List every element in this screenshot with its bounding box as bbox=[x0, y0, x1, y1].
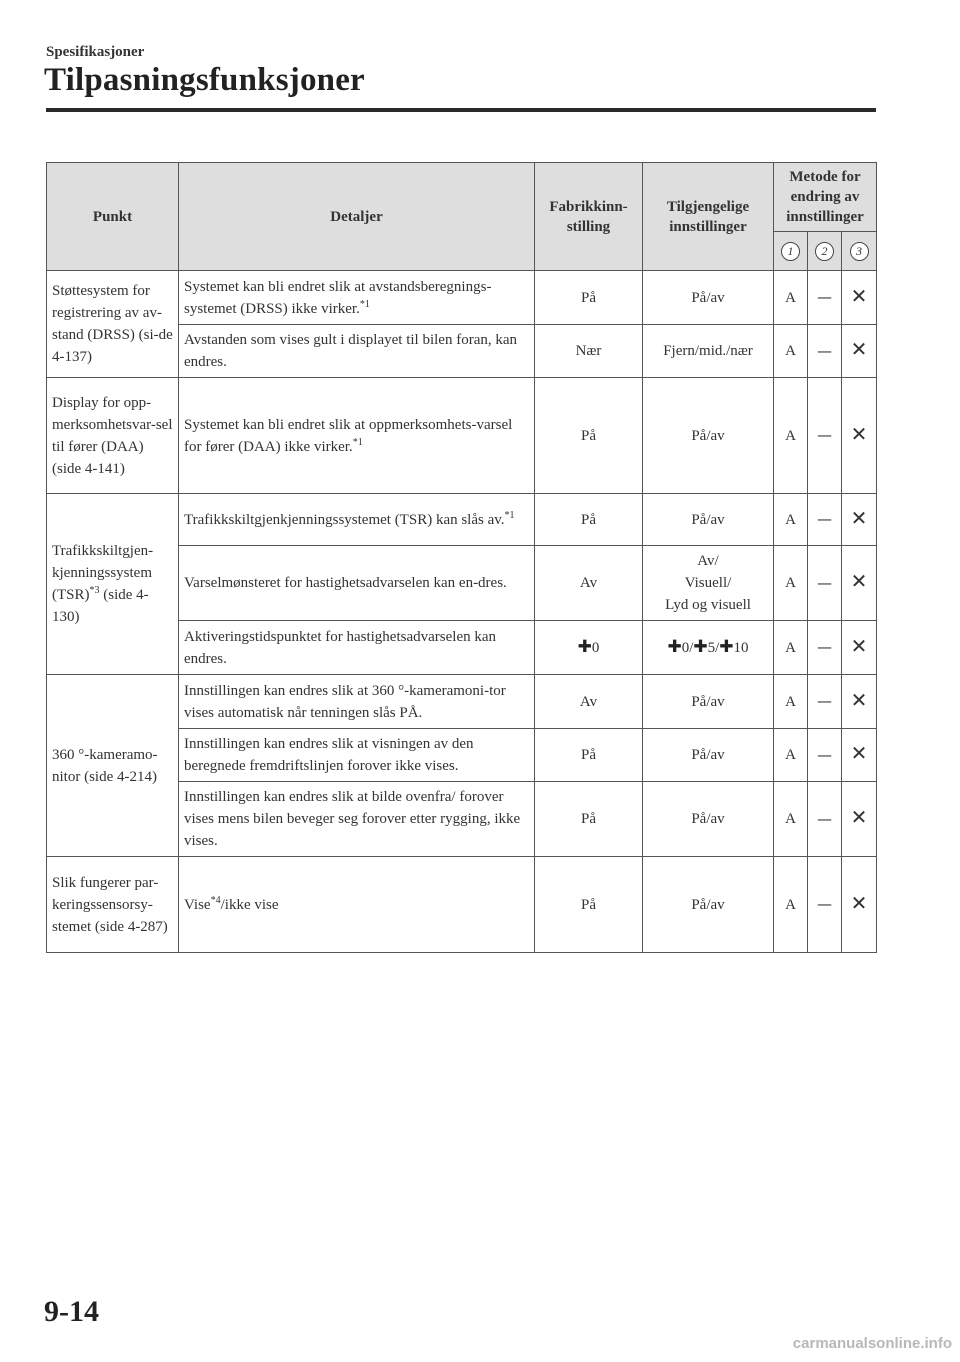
header-available-settings: Tilgjengelige innstillinger bbox=[643, 163, 774, 271]
cross-icon: ✕ bbox=[850, 890, 868, 915]
method-1-cell: A bbox=[774, 857, 808, 953]
dash-mark: — bbox=[817, 341, 832, 360]
method-3-cell bbox=[842, 271, 877, 325]
detail-cell: Aktiveringstidspunktet for hastighetsadvarselen kan endres. bbox=[179, 621, 535, 675]
method-1-cell: A bbox=[774, 546, 808, 621]
factory-cell: På bbox=[535, 729, 643, 782]
dash-mark: — bbox=[817, 809, 832, 828]
cross-icon: ✕ bbox=[850, 741, 868, 765]
method-2-cell bbox=[808, 675, 842, 729]
available-cell: På/av bbox=[643, 782, 774, 857]
detail-cell: Trafikkskiltgjenkjenningssystemet (TSR) kan slås av.$^{*1}$ bbox=[179, 494, 535, 546]
header-method-2 bbox=[808, 232, 842, 271]
factory-cell: ✚0 bbox=[535, 621, 643, 675]
item-parking-sensor: Slik fungerer par-keringssensorsy-stemet (side 4-287) bbox=[47, 857, 179, 953]
method-3-cell bbox=[842, 675, 877, 729]
method-2-cell bbox=[808, 325, 842, 378]
plus-icon: ✚ bbox=[719, 637, 734, 657]
factory-cell: På bbox=[535, 494, 643, 546]
watermark: carmanualsonline.info bbox=[792, 1335, 952, 1352]
dash-mark: — bbox=[817, 426, 832, 444]
factory-cell: På bbox=[535, 271, 643, 325]
factory-cell: På bbox=[535, 857, 643, 953]
footnote-ref: *1 bbox=[359, 298, 370, 310]
page-title: Tilpasningsfunksjoner bbox=[44, 62, 365, 98]
circled-number-2: 2 bbox=[815, 242, 834, 261]
factory-cell: Nær bbox=[535, 325, 643, 378]
dash-mark: — bbox=[817, 510, 832, 528]
method-1-cell: A bbox=[774, 494, 808, 546]
method-3-cell bbox=[842, 494, 877, 546]
cross-icon: ✕ bbox=[850, 569, 868, 593]
cross-icon: ✕ bbox=[850, 283, 868, 308]
method-1-cell: A bbox=[774, 325, 808, 378]
plus-icon: ✚ bbox=[693, 637, 708, 657]
method-1-cell: A bbox=[774, 729, 808, 782]
method-2-cell bbox=[808, 857, 842, 953]
circled-number-3: 3 bbox=[850, 242, 869, 261]
method-3-cell bbox=[842, 325, 877, 378]
item-daa: Display for opp-merksomhetsvar-sel til fører (DAA) (side 4-141) bbox=[47, 378, 179, 494]
header-method-1 bbox=[774, 232, 808, 271]
table-row bbox=[47, 378, 877, 494]
dash-mark: — bbox=[817, 288, 832, 306]
item-drss: Støttesystem for registrering av av-stand (DRSS) (si-de 4-137) bbox=[47, 271, 179, 378]
method-1-cell: A bbox=[774, 621, 808, 675]
footnote-ref: *1 bbox=[504, 509, 515, 521]
method-2-cell bbox=[808, 271, 842, 325]
method-3-cell bbox=[842, 857, 877, 953]
footnote-ref: *3 bbox=[89, 585, 100, 596]
dash-mark: — bbox=[817, 638, 832, 656]
detail-cell: Innstillingen kan endres slik at 360 °-kameramoni-tor vises automatisk når tenningen slås PÅ. bbox=[179, 675, 535, 729]
factory-cell: Av bbox=[535, 675, 643, 729]
available-cell: Fjern/mid./nær bbox=[643, 325, 774, 378]
method-1-cell: A bbox=[774, 271, 808, 325]
method-2-cell bbox=[808, 546, 842, 621]
cross-icon: ✕ bbox=[850, 505, 868, 530]
header-factory-setting: Fabrikkinn- stilling bbox=[535, 163, 643, 271]
cross-icon: ✕ bbox=[850, 421, 868, 446]
dash-mark: — bbox=[817, 745, 832, 764]
cross-icon: ✕ bbox=[850, 337, 868, 361]
plus-icon: ✚ bbox=[577, 637, 592, 657]
method-3-cell bbox=[842, 782, 877, 857]
header-item: Punkt bbox=[47, 163, 179, 271]
detail-cell: Systemet kan bli endret slik at avstandsberegnings-systemet (DRSS) ikke virker.$^{*1}$ bbox=[179, 271, 535, 325]
cross-icon: ✕ bbox=[850, 633, 868, 658]
detail-cell: Innstillingen kan endres slik at bilde ovenfra/ forover vises mens bilen beveger seg forover etter rygging, ikke vises. bbox=[179, 782, 535, 857]
cross-icon: ✕ bbox=[850, 805, 868, 829]
available-cell: Av/ Visuell/ Lyd og visuell bbox=[643, 546, 774, 621]
dash-mark: — bbox=[817, 895, 832, 913]
available-cell: På/av bbox=[643, 857, 774, 953]
detail-cell: Varselmønsteret for hastighetsadvarselen kan en-dres. bbox=[179, 546, 535, 621]
method-2-cell bbox=[808, 782, 842, 857]
table-row bbox=[47, 857, 877, 953]
factory-cell: På bbox=[535, 378, 643, 494]
section-label: Spesifikasjoner bbox=[46, 44, 145, 60]
method-2-cell bbox=[808, 729, 842, 782]
detail-cell: Systemet kan bli endret slik at oppmerksomhets-varsel for fører (DAA) ikke virker.$^{*1}$ bbox=[179, 378, 535, 494]
method-1-cell: A bbox=[774, 782, 808, 857]
header-details: Detaljer bbox=[179, 163, 535, 271]
header-change-method: Metode for endring av innstillinger bbox=[774, 163, 877, 232]
method-2-cell bbox=[808, 494, 842, 546]
item-tsr: Trafikkskiltgjen-kjenningssystem (TSR)$^{*3}$ (side 4-130) bbox=[47, 494, 179, 675]
dash-mark: — bbox=[817, 573, 832, 592]
method-3-cell bbox=[842, 546, 877, 621]
available-cell: ✚0/✚5/✚10 bbox=[643, 621, 774, 675]
table-row bbox=[47, 494, 877, 546]
available-cell: På/av bbox=[643, 675, 774, 729]
available-cell: På/av bbox=[643, 378, 774, 494]
footnote-ref: *4 bbox=[210, 894, 221, 906]
customization-table bbox=[46, 162, 877, 953]
page-number: 9-14 bbox=[44, 1295, 99, 1328]
available-cell: På/av bbox=[643, 271, 774, 325]
plus-icon: ✚ bbox=[667, 637, 682, 657]
detail-cell: Avstanden som vises gult i displayet til bilen foran, kan endres. bbox=[179, 325, 535, 378]
method-3-cell bbox=[842, 378, 877, 494]
table-row bbox=[47, 675, 877, 729]
available-cell: På/av bbox=[643, 494, 774, 546]
header-method-3 bbox=[842, 232, 877, 271]
cross-icon: ✕ bbox=[850, 687, 868, 712]
item-360-camera: 360 °-kameramo-nitor (side 4-214) bbox=[47, 675, 179, 857]
factory-cell: På bbox=[535, 782, 643, 857]
method-2-cell bbox=[808, 621, 842, 675]
header-row bbox=[47, 163, 877, 232]
circled-number-1: 1 bbox=[781, 242, 800, 261]
available-cell: På/av bbox=[643, 729, 774, 782]
title-divider bbox=[46, 108, 876, 112]
table-row bbox=[47, 271, 877, 325]
method-1-cell: A bbox=[774, 378, 808, 494]
dash-mark: — bbox=[817, 692, 832, 710]
factory-cell: Av bbox=[535, 546, 643, 621]
method-2-cell bbox=[808, 378, 842, 494]
method-1-cell: A bbox=[774, 675, 808, 729]
detail-cell: Innstillingen kan endres slik at visningen av den beregnede fremdriftslinjen forover ikke vises. bbox=[179, 729, 535, 782]
detail-cell: Vise$^{*4}$/ikke vise bbox=[179, 857, 535, 953]
method-3-cell bbox=[842, 729, 877, 782]
method-3-cell bbox=[842, 621, 877, 675]
footnote-ref: *1 bbox=[352, 436, 363, 448]
